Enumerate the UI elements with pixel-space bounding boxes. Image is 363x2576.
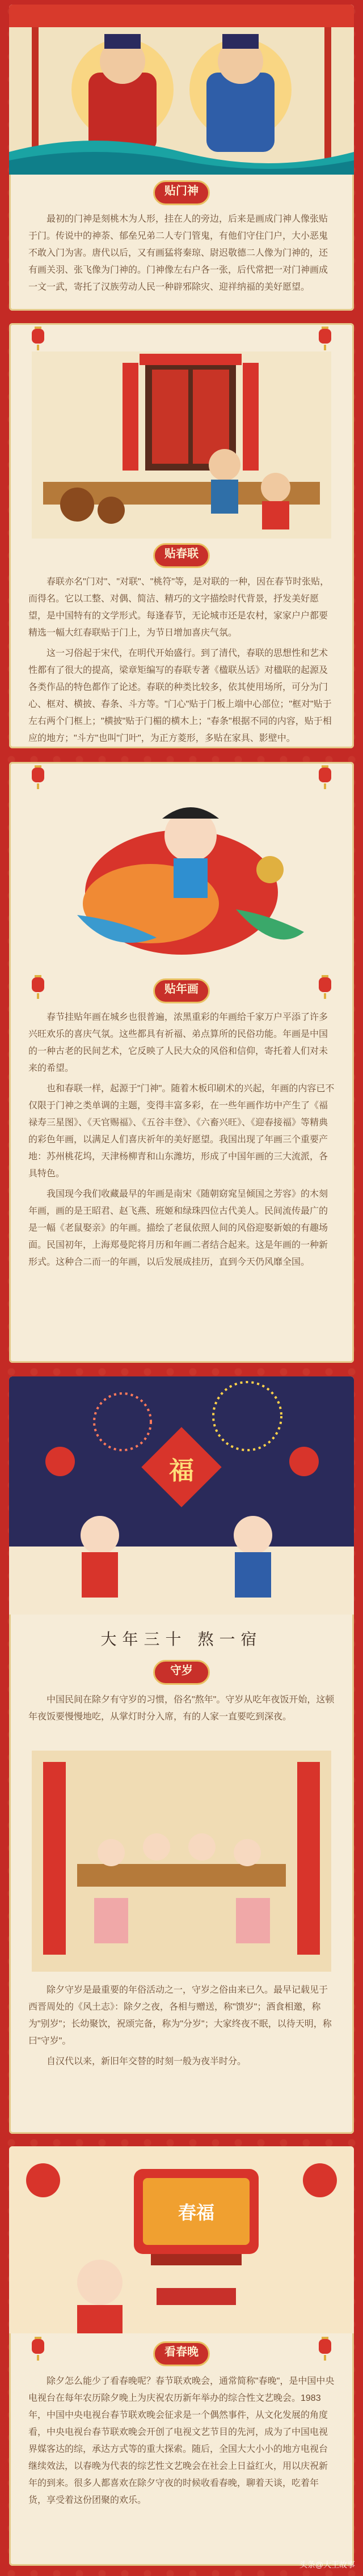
badge-couplets: [153, 543, 210, 568]
lantern-icon: [319, 2337, 331, 2359]
paragraph-block: [28, 1982, 335, 2074]
paragraph: 最初的门神是刻桃木为人形，挂在人的旁边，后来是画成门神人像张贴于门。传说中的神荼、郁垒兄弟二人专门管鬼，有他们守住门户，大小恶鬼不敢入门为害。唐代以后，又有画猛将秦琼、尉迟敬德二人像为门神的，还有画关羽、张飞像为门神的。门神像左右户各一张，后代常把一对门神画成一文一武，寄托了汉族劳动人民一种辟邪除灾、迎祥纳福的美好愿望。: [28, 214, 328, 292]
painting-illustration: [9, 785, 354, 972]
family-illustration: [9, 1751, 354, 1972]
paragraph: 这一习俗起于宋代，在明代开始盛行。到了清代，春联的思想性和艺术性都有了很大的提高，梁章矩编写的春联专著《楹联丛话》对楹联的起源及各类作品的特色都作了论述。春联的种类比较多，依其使用场所，可分为门心、框对、横披、春条、斗方等。"门心"贴于门板上端中心部位；"框对"贴于左右两个门框上；"横披"贴于门楣的横木上；"春条"根据不同的内容，贴于相应的地方；"斗方"也叫"门叶"，为正方菱形，多贴在家具、影壁中。: [28, 649, 332, 743]
badge-label: 贴门神: [164, 185, 199, 197]
couplets-illustration: [9, 351, 354, 539]
paragraph: 也和春联一样，起源于"门神"。随着木板印刷术的兴起，年画的内容已不仅限于门神之类单调的主题，变得丰富多彩，在一些年画作坊中产生了《福禄寿三星图》、《天官赐福》、《五谷丰登》、《六畜兴旺》、《迎春接福》等精典的彩色年画，以满足人们喜庆祈年的美好愿望。我国出现了年画三个重要产地：苏州桃花坞，天津杨柳青和山东潍坊，形成了中国年画的三大流派，各具特色。: [28, 1084, 335, 1179]
section-spring-gala: [9, 2146, 354, 2566]
section-new-year-painting: [9, 762, 354, 1363]
paragraph: 除夕怎么能少了看春晚呢？春节联欢晚会，通常简称"春晚"，是中国中央电视台在每年农历除夕晚上为庆祝农历新年举办的综合性文艺晚会。1983年，中国中央电视台春节联欢晚会征求是一个偶然事件，从文化发展的角度看，中央电视台春节联欢晚会开创了电视文艺节目的先河，成为了中国电视界媒客达的综，承达方式等的重大探索。随后，全国大大小小的地方电视台继续效法，以春晚为代表的综艺性文艺晚会在社会上日益红火，用以庆祝新年的到来。很多人都喜欢在除夕守夜的时候收看春晚，聊着天谈，吃着年货，享受着这份团聚的欢乐。: [28, 2376, 335, 2505]
door-gods-illustration: [9, 5, 354, 175]
paragraph-block: [28, 1692, 335, 1729]
badge-label: 看春晚: [164, 2346, 199, 2358]
paragraph-block: [28, 574, 335, 748]
paragraph: 春节挂贴年画在城乡也很普遍，浓黑重彩的年画给千家万户平添了许多兴旺欢乐的喜庆气氛。这些都具有祈福、弟点算所的民俗功能。年画是中国的一种古老的民间艺术，它反映了人民大众的风俗和信仰，寄托着人们对未来的希望。: [28, 1012, 328, 1073]
watermark: 头条@大王故事: [299, 2560, 355, 2569]
caption-new-year-eve: 大年三十 熬一宿: [100, 1630, 263, 1649]
badge-staying-up: [153, 1660, 210, 1685]
paragraph: 除夕守岁是最重要的年俗活动之一，守岁之俗由来已久。最早记载见于西晋周处的《风土志》：除夕之夜，各相与赠送，称"馈岁"；酒食相邀，称为"别岁"；长幼聚饮，祝颂完备，称为"分岁"；大家终夜不眠，以待天明，称曰"守岁"。: [28, 1985, 332, 2046]
tv-illustration: [9, 2146, 354, 2333]
lantern-icon: [319, 975, 331, 998]
badge-spring-gala: [153, 2341, 210, 2366]
paragraph-block: [28, 2373, 335, 2513]
badge-label: 贴春联: [164, 548, 199, 560]
section-couplets: [9, 323, 354, 748]
new-year-eve-illustration: [9, 1376, 354, 1615]
lantern-icon: [32, 327, 44, 349]
lantern-row: [9, 972, 354, 1011]
lantern-icon: [32, 975, 44, 998]
badge-label: 守岁: [170, 1664, 193, 1677]
paragraph: 春联亦名"门对"、"对联"、"桃符"等，是对联的一种，因在春节时张贴，而得名。它以工整、对偶、简洁、精巧的文字描绘时代背景，抒发美好愿望，是中国特有的文学形式。每逢春节，无论城市还是农村，家家户户都要精选一幅大红春联贴于门上，为节日增加喜庆气氛。: [28, 577, 330, 638]
paragraph-block: [28, 211, 335, 299]
paragraph-block: [28, 1009, 335, 1274]
lantern-icon: [319, 327, 331, 349]
section-door-gods: [9, 5, 354, 311]
spring-sign: 春福: [178, 2202, 214, 2223]
paragraph: 中国民间在除夕有守岁的习惯，俗名"熬年"。守岁从吃年夜饭开始，这顿年夜饭要慢慢地吃，从掌灯时分入席，有的人家一直要吃到深夜。: [28, 1695, 335, 1722]
fu-character: 福: [169, 1456, 194, 1485]
badge-label: 贴年画: [164, 983, 199, 995]
paragraph: 自汉代以来，新旧年交替的时刻一般为夜半时分。: [47, 2057, 247, 2066]
lantern-icon: [32, 2337, 44, 2359]
paragraph: 我国现今我们收藏最早的年画是南宋《随朝窈窕呈倾国之芳容》的木刻年画，画的是王昭君、赵飞燕、班姬和绿珠四位古代美人。民间流传最广的是一幅《老鼠娶亲》的年画。描绘了老鼠依照人间的风俗迎娶新娘的有趣场面。民国初年，上海郑曼陀将月历和年画二者结合起来。这是年画的一种新形式。这种合二而一的年画，以后发展成挂历，直到今天仍风靡全国。: [28, 1189, 328, 1267]
badge-door-gods: [153, 180, 210, 205]
section-staying-up: [9, 1376, 354, 2134]
